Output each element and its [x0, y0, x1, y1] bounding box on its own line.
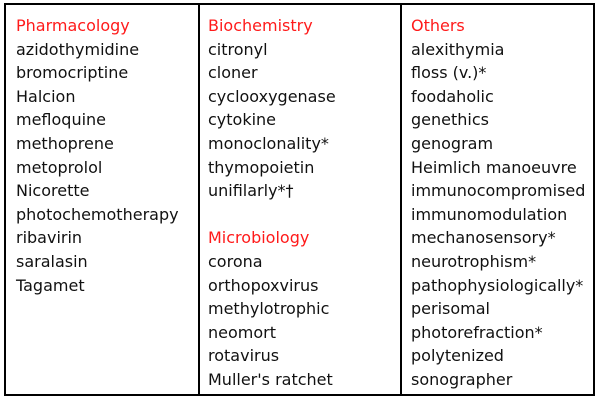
list-item: Halcion: [16, 86, 76, 106]
list-item: rotavirus: [208, 346, 280, 366]
list-item: cytokine: [208, 110, 277, 130]
list-item: cyclooxygenase: [208, 86, 336, 106]
column-biochemistry-microbiology: [200, 5, 402, 394]
column-others: [402, 5, 593, 394]
word-table: [4, 3, 595, 396]
list-item: polytenized: [411, 346, 504, 366]
list-item: monoclonality*: [208, 133, 329, 153]
list-item: genethics: [411, 110, 489, 130]
list-item: neomort: [208, 322, 276, 342]
list-item: Muller's ratchet: [208, 369, 333, 389]
list-item: photorefraction*: [411, 322, 543, 342]
list-item: cloner: [208, 63, 258, 83]
list-item: thymopoietin: [208, 157, 315, 177]
heading-microbiology: Microbiology: [208, 228, 310, 248]
list-item: metoprolol: [16, 157, 103, 177]
list-item: ribavirin: [16, 228, 83, 248]
heading-others: Others: [411, 16, 465, 35]
list-item: floss (v.)*: [411, 63, 487, 83]
list-item: mefloquine: [16, 110, 107, 130]
list-item: Nicorette: [16, 181, 90, 201]
list-item: corona: [208, 251, 263, 271]
list-item: pathophysiologically*: [411, 275, 584, 295]
list-item: photochemotherapy: [16, 204, 179, 224]
column-pharmacology: [6, 5, 200, 394]
section-spacer: [208, 203, 400, 227]
list-item: unifilarly*†: [208, 181, 294, 201]
list-item: alexithymia: [411, 39, 505, 59]
list-item: citronyl: [208, 39, 268, 59]
list-item: neurotrophism*: [411, 251, 537, 271]
list-item: Heimlich manoeuvre: [411, 157, 577, 177]
list-item: perisomal: [411, 299, 490, 319]
list-item: immunocompromised: [411, 181, 586, 201]
list-item: immunomodulation: [411, 204, 568, 224]
list-item: saralasin: [16, 251, 88, 271]
list-item: Tagamet: [16, 275, 85, 295]
heading-biochemistry: Biochemistry: [208, 16, 313, 35]
list-item: mechanosensory*: [411, 228, 556, 248]
list-item: sonographer: [411, 369, 513, 389]
list-item: methylotrophic: [208, 299, 330, 319]
list-item: foodaholic: [411, 86, 494, 106]
heading-pharmacology: Pharmacology: [16, 16, 130, 35]
list-item: genogram: [411, 133, 494, 153]
list-item: methoprene: [16, 133, 114, 153]
list-item: orthopoxvirus: [208, 275, 319, 295]
list-item: bromocriptine: [16, 63, 129, 83]
list-item: azidothymidine: [16, 39, 140, 59]
